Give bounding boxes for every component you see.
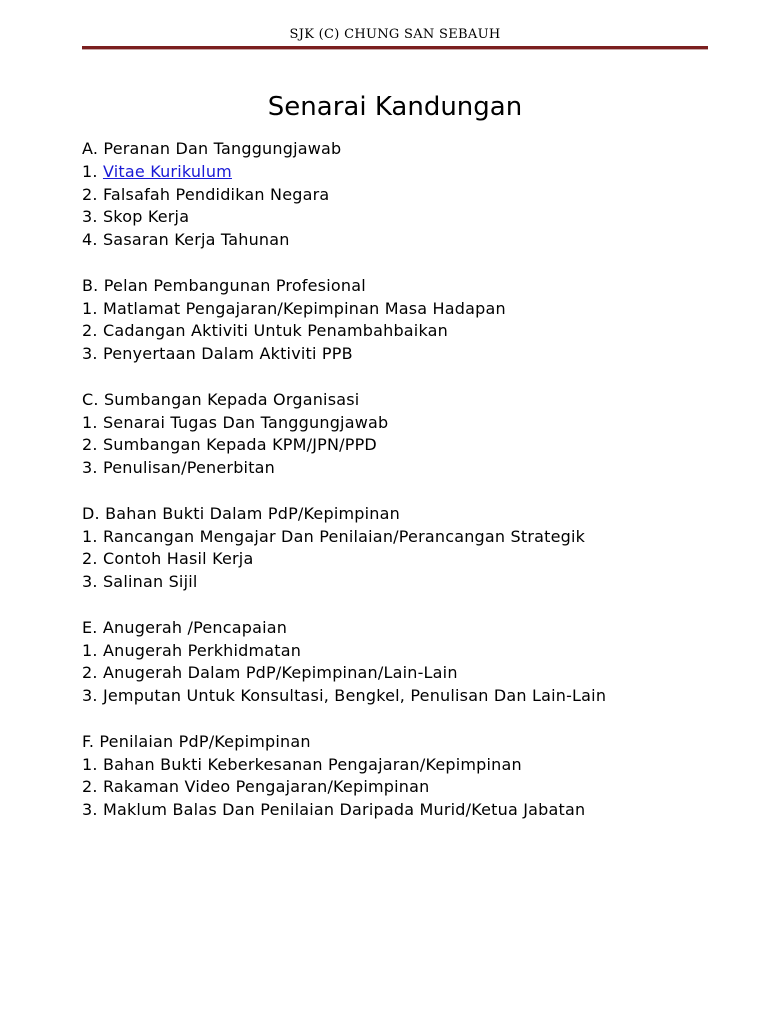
toc-item-number: 2. bbox=[82, 321, 103, 341]
toc-item bbox=[82, 662, 722, 685]
table-of-contents bbox=[82, 138, 722, 845]
page-header: SJK (C) CHUNG SAN SEBAUH bbox=[289, 27, 501, 42]
toc-item bbox=[82, 412, 722, 435]
toc-item-number: 1. bbox=[82, 640, 103, 660]
toc-item-number: 4. bbox=[82, 230, 103, 250]
toc-item-number: 2. bbox=[82, 663, 103, 683]
toc-item bbox=[82, 526, 722, 549]
toc-item bbox=[82, 320, 722, 343]
toc-item-label: Salinan Sijil bbox=[102, 572, 198, 592]
toc-item-label: Penyertaan Dalam Aktiviti PPB bbox=[102, 344, 353, 364]
toc-item-label: Anugerah Perkhidmatan bbox=[102, 640, 302, 660]
toc-item bbox=[82, 229, 722, 252]
toc-section-heading: F. Penilaian PdP/Kepimpinan bbox=[82, 731, 311, 751]
toc-item-number: 3. bbox=[82, 800, 103, 820]
toc-section-f bbox=[82, 731, 722, 822]
toc-section-d bbox=[82, 503, 722, 594]
toc-section-heading: C. Sumbangan Kepada Organisasi bbox=[82, 389, 360, 409]
toc-section-c bbox=[82, 389, 722, 480]
toc-item-number: 3. bbox=[82, 686, 103, 706]
toc-item-number: 1. bbox=[82, 298, 103, 318]
toc-item-number: 2. bbox=[82, 549, 103, 569]
toc-section-a bbox=[82, 138, 722, 252]
toc-item bbox=[82, 571, 722, 594]
toc-item-label: Cadangan Aktiviti Untuk Penambahbaikan bbox=[102, 321, 448, 341]
toc-item-label: Jemputan Untuk Konsultasi, Bengkel, Penulisan Dan Lain-Lain bbox=[102, 686, 607, 706]
toc-item-number: 3. bbox=[82, 344, 103, 364]
toc-item-number: 2. bbox=[82, 184, 103, 204]
page-title: Senarai Kandungan bbox=[267, 92, 523, 122]
toc-item-label: Bahan Bukti Keberkesanan Pengajaran/Kepimpinan bbox=[102, 754, 522, 774]
toc-item bbox=[82, 343, 722, 366]
toc-item-label: Rakaman Video Pengajaran/Kepimpinan bbox=[102, 777, 430, 797]
toc-item-number: 1. bbox=[82, 754, 103, 774]
header-divider bbox=[82, 46, 708, 50]
toc-section-heading: D. Bahan Bukti Dalam PdP/Kepimpinan bbox=[82, 503, 400, 523]
toc-item-label: Maklum Balas Dan Penilaian Daripada Murid/Ketua Jabatan bbox=[102, 800, 586, 820]
toc-item-link[interactable]: Vitae Kurikulum bbox=[102, 161, 232, 181]
toc-item bbox=[82, 206, 722, 229]
toc-item-label: Rancangan Mengajar Dan Penilaian/Perancangan Strategik bbox=[102, 526, 586, 546]
toc-item-label: Senarai Tugas Dan Tanggungjawab bbox=[102, 412, 389, 432]
toc-item-number: 1. bbox=[82, 412, 103, 432]
toc-item bbox=[82, 298, 722, 321]
toc-item-label: Anugerah Dalam PdP/Kepimpinan/Lain-Lain bbox=[102, 663, 458, 683]
toc-item-label: Penulisan/Penerbitan bbox=[102, 458, 276, 478]
toc-section-heading: A. Peranan Dan Tanggungjawab bbox=[82, 139, 342, 158]
toc-item-number: 2. bbox=[82, 435, 103, 455]
toc-item bbox=[82, 457, 722, 480]
toc-item-label: Contoh Hasil Kerja bbox=[102, 549, 254, 569]
toc-item-number: 3. bbox=[82, 207, 103, 227]
toc-item-number: 1. bbox=[82, 161, 103, 181]
toc-item bbox=[82, 685, 722, 708]
toc-item bbox=[82, 548, 722, 571]
toc-item-label: Falsafah Pendidikan Negara bbox=[102, 184, 330, 204]
toc-item bbox=[82, 776, 722, 799]
toc-item bbox=[82, 640, 722, 663]
toc-item-label: Sasaran Kerja Tahunan bbox=[102, 230, 290, 250]
toc-item bbox=[82, 434, 722, 457]
toc-item-number: 3. bbox=[82, 458, 103, 478]
toc-item bbox=[82, 754, 722, 777]
toc-item-number: 1. bbox=[82, 526, 103, 546]
toc-item bbox=[82, 799, 722, 822]
toc-item[interactable] bbox=[82, 161, 722, 184]
toc-section-heading: B. Pelan Pembangunan Profesional bbox=[82, 275, 366, 295]
toc-item-label: Sumbangan Kepada KPM/JPN/PPD bbox=[102, 435, 377, 455]
toc-item-number: 2. bbox=[82, 777, 103, 797]
toc-item-label: Skop Kerja bbox=[102, 207, 190, 227]
toc-section-heading: E. Anugerah /Pencapaian bbox=[82, 617, 288, 637]
toc-item-label: Matlamat Pengajaran/Kepimpinan Masa Hadapan bbox=[102, 298, 506, 318]
toc-section-e bbox=[82, 617, 722, 708]
toc-item bbox=[82, 184, 722, 207]
toc-item-number: 3. bbox=[82, 572, 103, 592]
toc-section-b bbox=[82, 275, 722, 366]
